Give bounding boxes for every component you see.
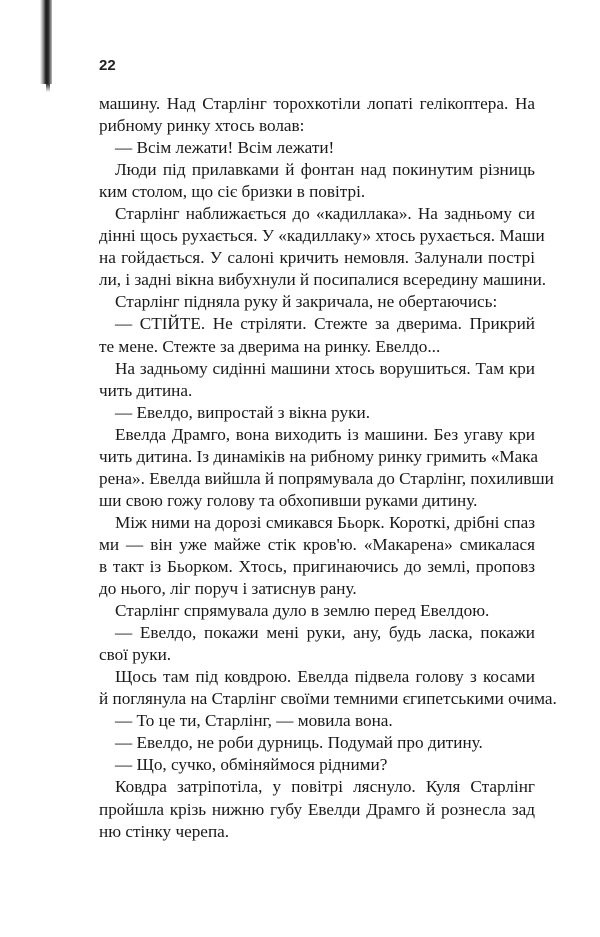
page-edge-marker: [40, 0, 52, 84]
text-line: свої руки.: [99, 645, 172, 665]
text-line: на гойдається. У салоні кричить немовля. Залунали пострі: [99, 248, 535, 268]
text-line: Між ними на дорозі смикався Бьорк. Короткі, дрібні спаз: [115, 512, 535, 532]
text-line: ми — він уже майже стік кров'ю. «Макарена» смикалася: [99, 534, 535, 554]
text-line: Ковдра затріпотіла, у повітрі ляснуло. Куля Старлінг: [115, 777, 535, 797]
text-line: рибному ринку хтось волав:: [99, 116, 305, 136]
text-line: рена». Евелда вийшла й попрямувала до Старлінг, похиливши: [99, 468, 554, 488]
text-line: На задньому сидінні машини хтось ворушиться. Там кри: [115, 358, 535, 378]
text-line: чить дитина. Із динаміків на рибному ринку гримить «Мака: [99, 446, 538, 466]
text-line: в такт із Бьорком. Хтось, пригинаючись до землі, проповз: [99, 556, 535, 576]
text-line: Щось там під ковдрою. Евелда підвела голову з косами: [115, 667, 535, 687]
text-line: машину. Над Старлінг торохкотіли лопаті гелікоптера. На: [99, 94, 535, 113]
text-line: Люди під прилавками й фонтан над покинутим різниць: [115, 160, 535, 180]
text-line: — Евелдо, покажи мені руки, ану, будь ласка, покажи: [115, 623, 535, 643]
text-line: Старлінг наближається до «кадиллака». На задньому си: [115, 204, 535, 224]
text-line: Старлінг підняла руку й закричала, не обертаючись:: [115, 292, 498, 312]
text-line: Старлінг спрямувала дуло в землю перед Евелдою.: [115, 601, 490, 621]
text-line: — СТІЙТЕ. Не стріляти. Стежте за дверима. Прикрий: [115, 314, 535, 334]
text-line: ши свою гожу голову та обхопивши руками дитину.: [99, 490, 478, 510]
text-line: — Що, сучко, обміняймося рідними?: [115, 755, 388, 775]
text-line: пройшла крізь нижню губу Евелди Драмго й рознесла зад: [99, 799, 535, 819]
text-line: — То це ти, Старлінг, — мовила вона.: [115, 711, 393, 731]
page-edge-marker-fade: [46, 84, 50, 92]
text-line: те мене. Стежте за дверима на ринку. Евелдо...: [99, 336, 441, 356]
text-line: — Евелдо, не роби дурниць. Подумай про дитину.: [115, 733, 483, 753]
text-line: чить дитина.: [99, 380, 193, 400]
text-line: й поглянула на Старлінг своїми темними єгипетськими очима.: [99, 689, 557, 709]
text-line: ли, і задні вікна вибухнули й посипалися всередину машини.: [99, 270, 547, 290]
text-line: до нього, ліг поруч і затиснув рану.: [99, 579, 357, 599]
text-line: — Всім лежати! Всім лежати!: [115, 138, 335, 158]
text-line: — Евелдо, випростай з вікна руки.: [115, 402, 370, 422]
page-number: 22: [99, 57, 116, 74]
text-line: ким столом, що сіє бризки в повітрі.: [99, 182, 366, 202]
text-line: дінні щось рухається. У «кадиллаку» хтось рухається. Маши: [99, 226, 545, 246]
text-line: ню стінку черепа.: [99, 821, 230, 841]
text-line: Евелда Драмго, вона виходить із машини. Без угаву кри: [115, 424, 535, 444]
body-text: [99, 93, 557, 843]
